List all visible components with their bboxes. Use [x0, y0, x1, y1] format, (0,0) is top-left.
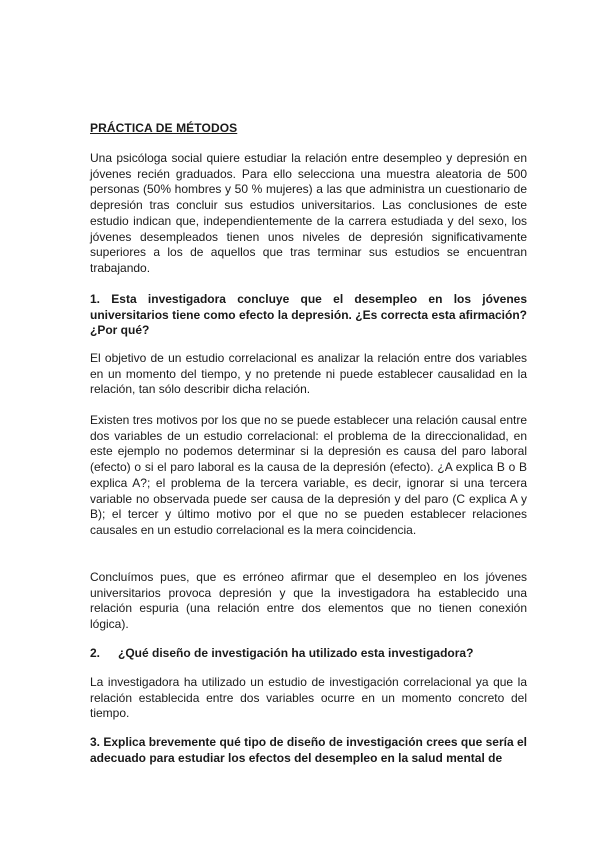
answer-1-paragraph-1: El objetivo de un estudio correlacional es analizar la relación entre dos variables en un momento del tiempo, y no pretende ni puede establecer causalidad en la relación, tan sólo describir dicha relación. [90, 351, 527, 397]
question-2-text: ¿Qué diseño de investigación ha utilizado esta investigadora? [118, 646, 474, 660]
question-3: 3. Explica brevemente qué tipo de diseño de investigación crees que sería el adecuado para estudiar los efectos del desempleo en la salud mental de [90, 735, 527, 765]
question-2 [90, 646, 527, 662]
answer-1-paragraph-3: Concluímos pues, que es erróneo afirmar que el desempleo en los jóvenes universitarios provoca depresión y que la investigadora ha establecido una relación espuria (una relación entre dos elementos que no tienen conexión lógica). [90, 570, 527, 632]
question-2-number: 2. [90, 646, 101, 660]
page-title: PRÁCTICA DE MÉTODOS [90, 121, 238, 135]
answer-1-paragraph-2: Existen tres motivos por los que no se puede establecer una relación causal entre dos variables de un estudio correlacional: el problema de la direccionalidad, en este ejemplo no podemos determinar si la depresión es causa del paro laboral (efecto) o si el paro laboral es la causa de la depresión (efecto). ¿A explica B o B explica A?; el problema de la tercera variable, es decir, ignorar si una tercera variable no observada puede ser causa de la depresión y del paro (C explica A y B); el tercer y último motivo por el que no se pueden establecer relaciones causales en un estudio correlacional es la mera coincidencia. [90, 413, 527, 537]
answer-2-paragraph: La investigadora ha utilizado un estudio de investigación correlacional ya que la relación establecida entre dos variables ocurre en un momento concreto del tiempo. [90, 675, 527, 721]
intro-paragraph: Una psicóloga social quiere estudiar la relación entre desempleo y depresión en jóvenes recién graduados. Para ello selecciona una muestra aleatoria de 500 personas (50% hombres y 50 % mujeres) a las que administra un cuestionario de depresión tras concluir sus estudios universitarios. Las conclusiones de este estudio indican que, independientemente de la carrera estudiada y del sexo, los jóvenes desempleados tienen unos niveles de depresión significativamente superiores a los de aquellos que tras terminar sus estudios se encuentran trabajando. [90, 151, 527, 275]
question-1: 1. Esta investigadora concluye que el desempleo en los jóvenes universitarios tiene como efecto la depresión. ¿Es correcta esta afirmación? ¿Por qué? [90, 292, 527, 338]
